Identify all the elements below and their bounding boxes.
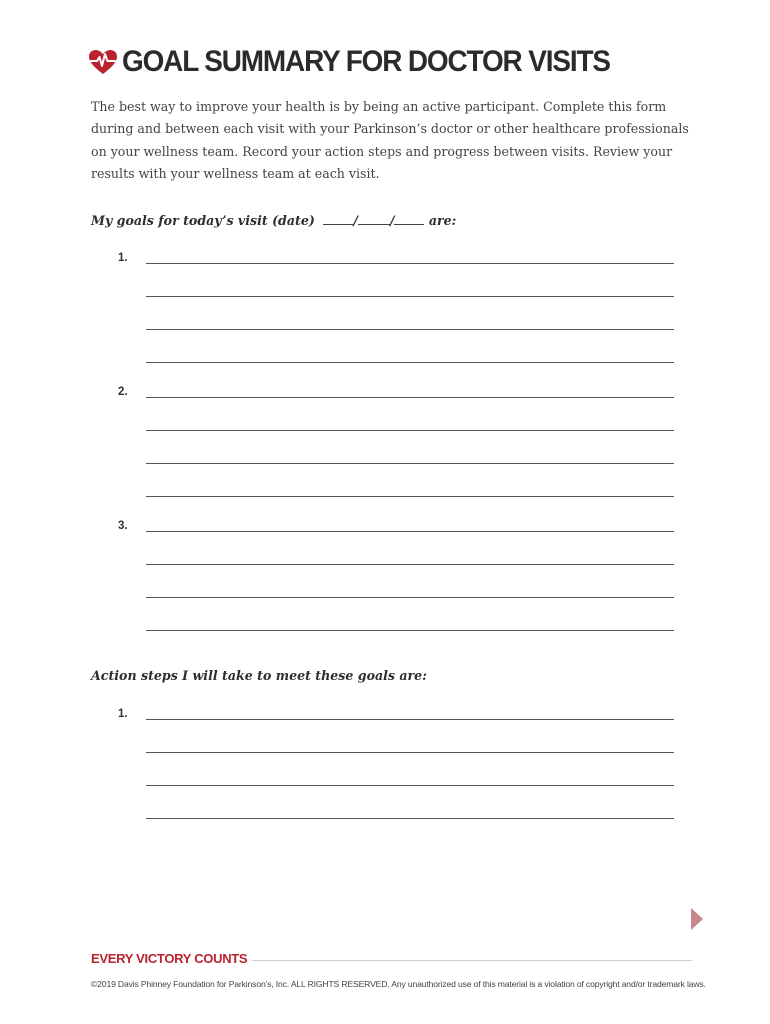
goal-3-line-2[interactable] bbox=[146, 564, 674, 565]
date-separator: / bbox=[389, 213, 395, 228]
intro-line: during and between each visit with your Parkinson’s doctor or other healthcare professionals bbox=[91, 121, 689, 137]
action-section-label: Action steps I will take to meet these goals are: bbox=[91, 668, 427, 683]
goal-2-line-4[interactable] bbox=[146, 496, 674, 497]
intro-line: on your wellness team. Record your action steps and progress between visits. Review your bbox=[91, 143, 673, 159]
goals-label-prefix: My goals for today’s visit (date) bbox=[91, 213, 315, 228]
date-day-field[interactable] bbox=[358, 211, 390, 225]
action-number: 1. bbox=[118, 708, 128, 720]
footer-divider bbox=[252, 960, 692, 961]
intro-paragraph bbox=[91, 96, 689, 186]
action-1-line-4[interactable] bbox=[146, 818, 674, 819]
goal-1-line-2[interactable] bbox=[146, 296, 674, 297]
goal-number: 1. bbox=[118, 252, 128, 264]
goal-2-line-1[interactable] bbox=[146, 397, 674, 398]
date-month-field[interactable] bbox=[323, 211, 353, 225]
next-page-arrow-icon[interactable] bbox=[690, 907, 704, 931]
goal-3-line-1[interactable] bbox=[146, 531, 674, 532]
intro-line: The best way to improve your health is by being an active participant. Complete this form bbox=[91, 99, 667, 114]
action-1-line-2[interactable] bbox=[146, 752, 674, 753]
date-year-field[interactable] bbox=[394, 211, 424, 225]
goal-2-line-3[interactable] bbox=[146, 463, 674, 464]
heart-pulse-icon bbox=[88, 49, 118, 75]
goal-3-line-4[interactable] bbox=[146, 630, 674, 631]
footer-brand: EVERY VICTORY COUNTS bbox=[91, 951, 248, 966]
page-title-text: GOAL SUMMARY FOR DOCTOR VISITS bbox=[122, 45, 610, 78]
goal-1-line-1[interactable] bbox=[146, 263, 674, 264]
date-separator: / bbox=[353, 213, 358, 228]
goal-number: 2. bbox=[118, 386, 128, 398]
goal-1-line-4[interactable] bbox=[146, 362, 674, 363]
goal-number: 3. bbox=[118, 520, 128, 532]
goal-1-line-3[interactable] bbox=[146, 329, 674, 330]
action-1-line-3[interactable] bbox=[146, 785, 674, 786]
goals-label-suffix: are: bbox=[428, 213, 457, 228]
intro-line: results with your wellness team at each visit. bbox=[91, 166, 380, 182]
page-title bbox=[88, 40, 647, 84]
goals-section-label bbox=[91, 211, 456, 228]
goal-2-line-2[interactable] bbox=[146, 430, 674, 431]
action-1-line-1[interactable] bbox=[146, 719, 674, 720]
goal-3-line-3[interactable] bbox=[146, 597, 674, 598]
copyright-notice: ©2019 Davis Phinney Foundation for Parkinson’s, Inc. ALL RIGHTS RESERVED. Any unauthorized use of this material is a violation of copyright and/or trademark laws. bbox=[91, 979, 706, 989]
